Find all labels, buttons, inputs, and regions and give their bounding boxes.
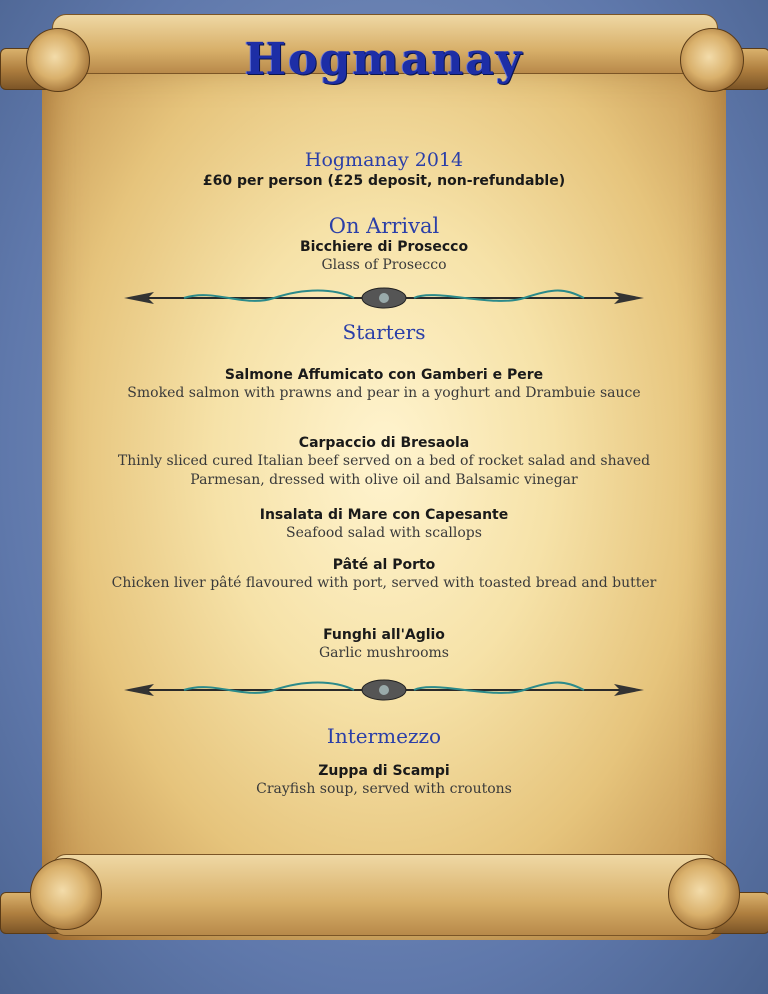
page-title: Hogmanay	[244, 34, 524, 85]
starter-5-name: Funghi all'Aglio	[323, 627, 445, 643]
intermezzo-item-desc: Crayfish soup, served with croutons	[256, 781, 512, 797]
starter-1-name: Salmone Affumicato con Gamberi e Pere	[224, 367, 544, 383]
ornamental-divider-2	[124, 678, 644, 702]
starter-5-desc: Garlic mushrooms	[319, 645, 449, 661]
event-price: £60 per person (£25 deposit, non-refundable)	[202, 173, 566, 189]
ornamental-divider-1	[124, 286, 644, 310]
starter-1-desc: Smoked salmon with prawns and pear in a yoghurt and Drambuie sauce	[127, 385, 641, 401]
arrival-item-name: Bicchiere di Prosecco	[299, 239, 469, 255]
starter-3-desc: Seafood salad with scallops	[286, 525, 482, 541]
starter-2-name: Carpaccio di Bresaola	[298, 435, 470, 451]
starter-4-desc: Chicken liver pâté flavoured with port, served with toasted bread and butter	[111, 575, 657, 591]
starter-3-name: Insalata di Mare con Capesante	[259, 507, 509, 523]
starter-2-desc: Thinly sliced cured Italian beef served on a bed of rocket salad and shaved Parmesan, dressed with olive oil and Balsamic vinegar	[117, 453, 651, 488]
event-name: Hogmanay 2014	[304, 149, 464, 171]
starters-heading: Starters	[342, 320, 426, 344]
intermezzo-item-name: Zuppa di Scampi	[318, 763, 450, 779]
starter-4-name: Pâté al Porto	[332, 557, 436, 573]
intermezzo-heading: Intermezzo	[326, 724, 442, 748]
arrival-item-desc: Glass of Prosecco	[321, 257, 447, 273]
arrival-heading: On Arrival	[328, 214, 440, 238]
